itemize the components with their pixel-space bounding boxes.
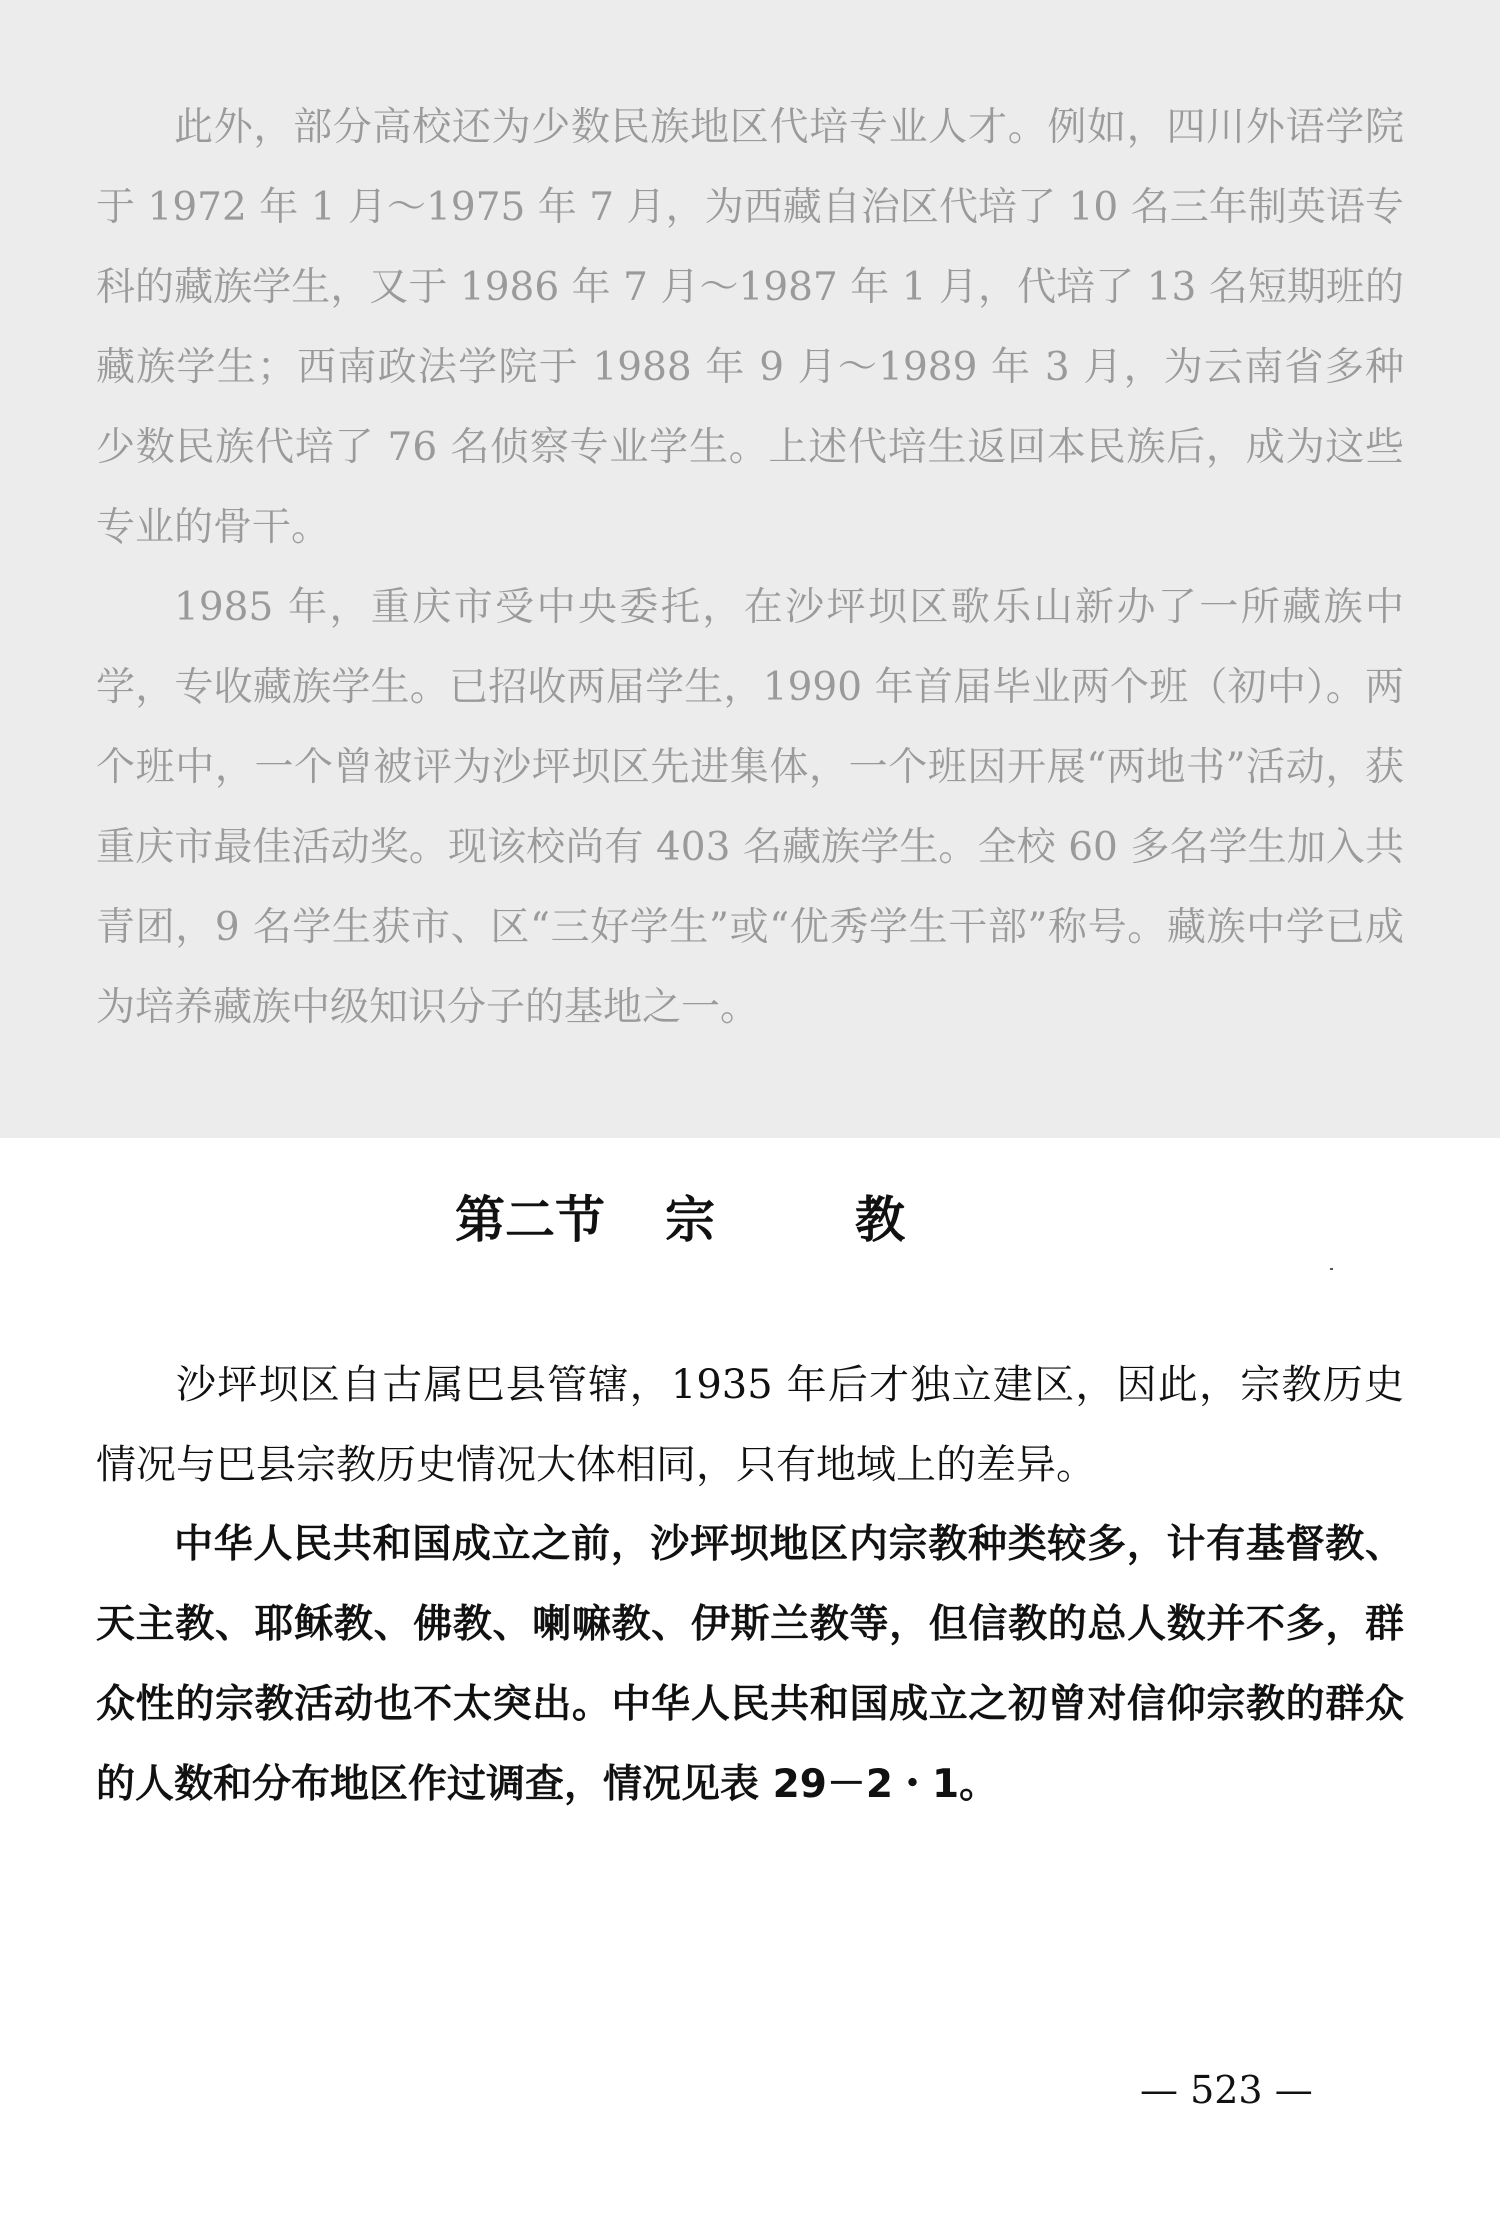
body-text-block — [96, 1345, 1404, 1825]
paragraph-religion-history: 沙坪坝区自古属巴县管辖，1935 年后才独立建区，因此，宗教历史情况与巴县宗教历史情况大体相同，只有地域上的差异。 — [96, 1362, 1404, 1488]
paragraph-religion-types: 中华人民共和国成立之前，沙坪坝地区内宗教种类较多，计有基督教、天主教、耶稣教、佛教、喇嘛教、伊斯兰教等，但信教的总人数并不多，群众性的宗教活动也不太突出。中华人民共和国成立之初曾对信仰宗教的群众的人数和分布地区作过调查，情况见表 29－2・1。 — [96, 1522, 1404, 1807]
scan-speck — [1330, 1268, 1333, 1270]
section-title: 宗教 — [665, 1191, 1045, 1249]
page-number: — 523 — — [1140, 2068, 1313, 2112]
section-heading — [0, 1180, 1500, 1260]
section-number: 第二节 — [455, 1191, 605, 1249]
paragraph-tibetan-school: 1985 年，重庆市受中央委托，在沙坪坝区歌乐山新办了一所藏族中学，专收藏族学生。已招收两届学生，1990 年首届毕业两个班（初中）。两个班中，一个曾被评为沙坪坝区先进集体，一个班因开展“两地书”活动，获重庆市最佳活动奖。现该校尚有 403 名藏族学生。全校 60 多名学生加入共青团，9 名学生获市、区“三好学生”或“优秀学生干部”称号。藏族中学已成为培养藏族中级知识分子的基地之一。 — [96, 585, 1404, 1030]
paragraph-minority-training: 此外，部分高校还为少数民族地区代培专业人才。例如，四川外语学院于 1972 年 1 月～1975 年 7 月，为西藏自治区代培了 10 名三年制英语专科的藏族学生，又于 1986 年 7 月～1987 年 1 月，代培了 13 名短期班的藏族学生；西南政法学院于 1988 年 9 月～1989 年 3 月，为云南省多种少数民族代培了 76 名侦察专业学生。上述代培生返回本民族后，成为这些专业的骨干。 — [96, 105, 1404, 550]
